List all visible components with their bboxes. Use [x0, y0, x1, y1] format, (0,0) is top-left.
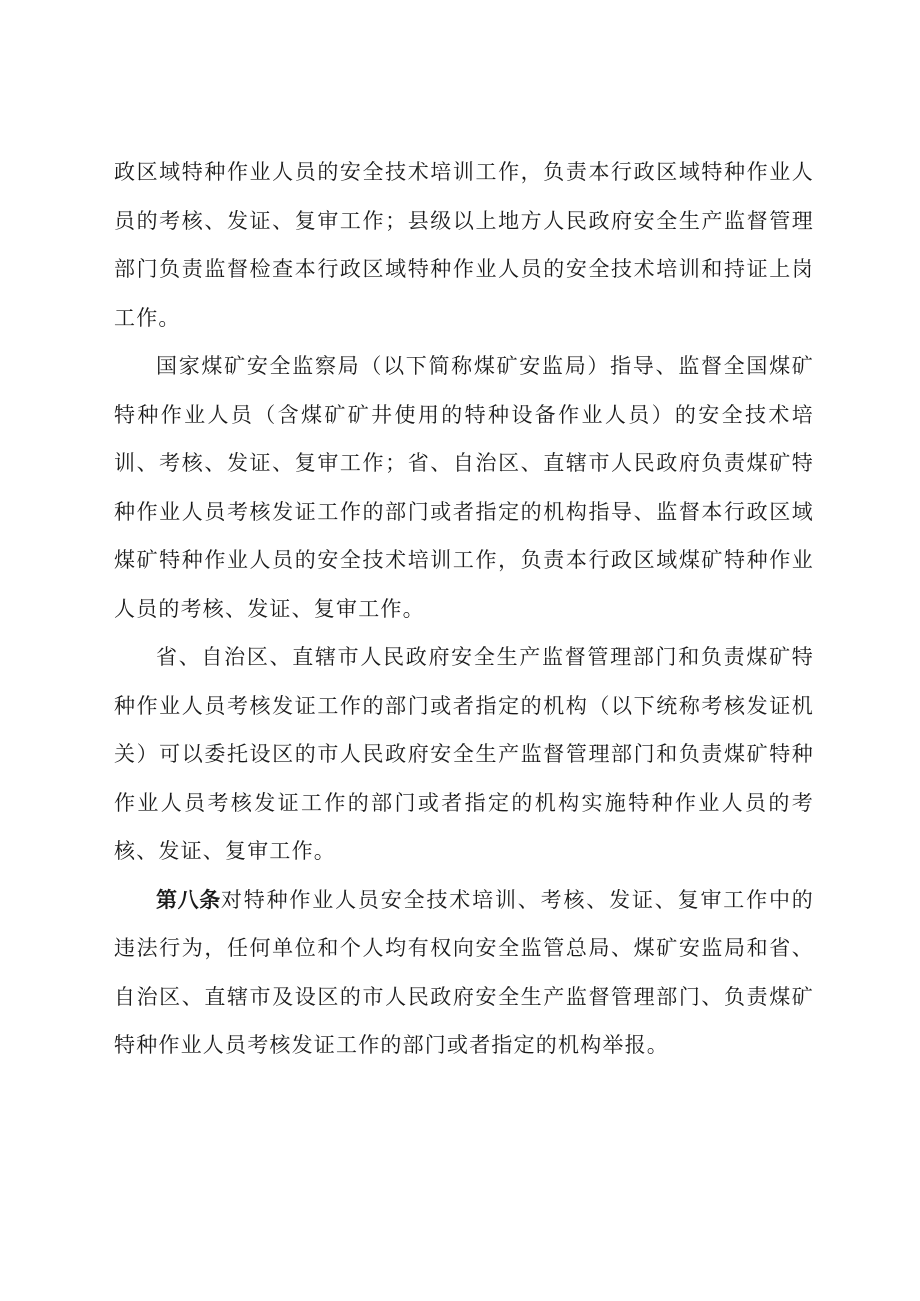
paragraph-text: 国家煤矿安全监察局（以下简称煤矿安监局）指导、监督全国煤矿特种作业人员（含煤矿矿井使用的特种设备作业人员）的安全技术培训、考核、发证、复审工作；省、自治区、直辖市人民政府负责煤矿特种作业人员考核发证工作的部门或者指定的机构指导、监督本行政区域煤矿特种作业人员的安全技术培训工作，负责本行政区域煤矿特种作业人员的考核、发证、复审工作。	[114, 354, 814, 621]
paragraph-text: 省、自治区、直辖市人民政府安全生产监督管理部门和负责煤矿特种作业人员考核发证工作的部门或者指定的机构（以下统称考核发证机关）可以委托设区的市人民政府安全生产监督管理部门和负责煤矿特种作业人员考核发证工作的部门或者指定的机构实施特种作业人员的考核、发证、复审工作。	[114, 645, 814, 863]
paragraph-coal-mine-bureau	[114, 342, 814, 633]
paragraph-text: 对特种作业人员安全技术培训、考核、发证、复审工作中的违法行为，任何单位和个人均有权向安全监管总局、煤矿安监局和省、自治区、直辖市及设区的市人民政府安全生产监督管理部门、负责煤矿特种作业人员考核发证工作的部门或者指定的机构举报。	[114, 887, 815, 1057]
paragraph-delegation	[114, 633, 814, 876]
paragraph-text: 政区域特种作业人员的安全技术培训工作，负责本行政区域特种作业人员的考核、发证、复审工作；县级以上地方人民政府安全生产监督管理部门负责监督检查本行政区域特种作业人员的安全技术培训和持证上岗工作。	[114, 160, 814, 330]
paragraph-article-8	[114, 876, 814, 1070]
document-body	[114, 148, 814, 1070]
article-number: 第八条	[156, 887, 221, 912]
paragraph-continuation	[114, 148, 814, 342]
